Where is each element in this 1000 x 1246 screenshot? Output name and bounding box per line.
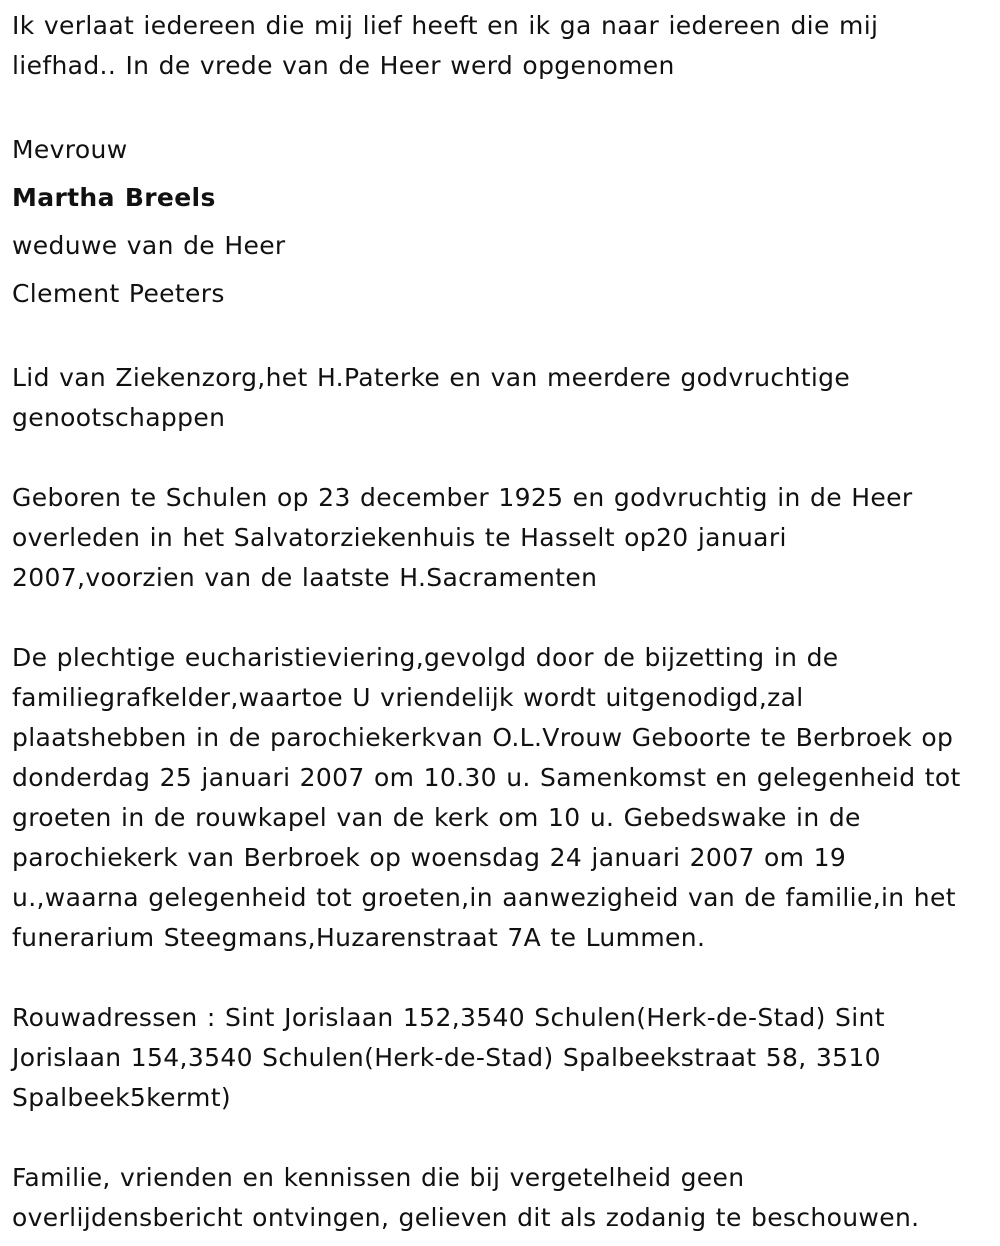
ceremony-line-3: plaatshebben in de parochiekerkvan O.L.Vrouw Geboorte te Berbroek op — [12, 723, 954, 752]
ceremony-line-1: De plechtige eucharistieviering,gevolgd door de bijzetting in de — [12, 643, 839, 672]
intro-line-2: liefhad.. In de vrede van de Heer werd opgenomen — [12, 51, 675, 80]
intro-line-1: Ik verlaat iedereen die mij lief heeft en ik ga naar iedereen die mij — [12, 11, 879, 40]
ceremony-text — [12, 638, 1000, 958]
spacer — [12, 438, 1000, 478]
birth-death-line-1: Geboren te Schulen op 23 december 1925 en godvruchtig in de Heer — [12, 483, 913, 512]
ceremony-line-7: u.,waarna gelegenheid tot groeten,in aanwezigheid van de familie,in het — [12, 883, 956, 912]
closing-line-2: overlijdensbericht ontvingen, gelieven dit als zodanig te beschouwen. — [12, 1203, 920, 1232]
spacer — [12, 86, 1000, 126]
ceremony-line-6: parochiekerk van Berbroek op woensdag 24 januari 2007 om 19 — [12, 843, 847, 872]
deceased-relation: weduwe van de Heer — [12, 231, 286, 260]
ceremony-line-2: familiegrafkelder,waartoe U vriendelijk wordt uitgenodigd,zal — [12, 683, 804, 712]
membership-line-1: Lid van Ziekenzorg,het H.Paterke en van meerdere godvruchtige — [12, 363, 851, 392]
ceremony-line-5: groeten in de rouwkapel van de kerk om 10 u. Gebedswake in de — [12, 803, 861, 832]
deceased-spouse: Clement Peeters — [12, 279, 225, 308]
ceremony-line-4: donderdag 25 januari 2007 om 10.30 u. Samenkomst en gelegenheid tot — [12, 763, 961, 792]
addresses-line-2: Jorislaan 154,3540 Schulen(Herk-de-Stad) Spalbeekstraat 58, 3510 — [12, 1043, 881, 1072]
addresses-text — [12, 998, 1000, 1118]
deceased-title: Mevrouw — [12, 135, 128, 164]
closing-text — [12, 1158, 1000, 1238]
spacer — [12, 958, 1000, 998]
spacer — [12, 598, 1000, 638]
ceremony-line-8: funerarium Steegmans,Huzarenstraat 7A te Lummen. — [12, 923, 706, 952]
addresses-line-3: Spalbeek5kermt) — [12, 1083, 231, 1112]
birth-death-text — [12, 478, 1000, 598]
deceased-block — [12, 126, 1000, 318]
membership-line-2: genootschappen — [12, 403, 226, 432]
birth-death-line-3: 2007,voorzien van de laatste H.Sacramenten — [12, 563, 598, 592]
deceased-name: Martha Breels — [12, 183, 216, 212]
birth-death-line-2: overleden in het Salvatorziekenhuis te Hasselt op20 januari — [12, 523, 787, 552]
addresses-line-1: Rouwadressen : Sint Jorislaan 152,3540 Schulen(Herk-de-Stad) Sint — [12, 1003, 885, 1032]
spacer — [12, 1118, 1000, 1158]
intro-text — [12, 6, 1000, 86]
spacer — [12, 318, 1000, 358]
closing-line-1: Familie, vrienden en kennissen die bij vergetelheid geen — [12, 1163, 745, 1192]
membership-text — [12, 358, 1000, 438]
